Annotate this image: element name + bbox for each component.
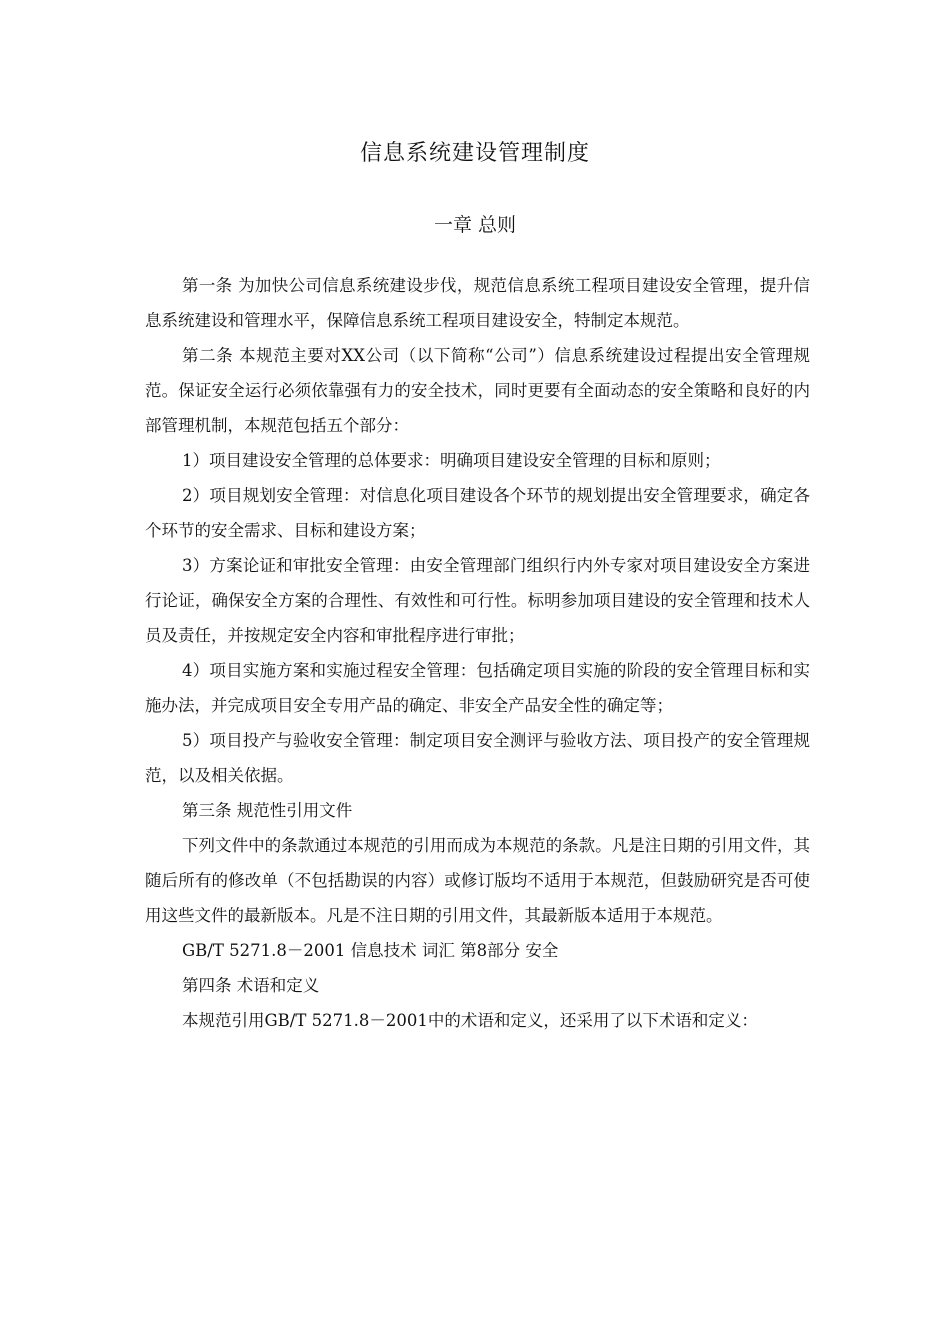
article-2-paragraph: 第二条 本规范主要对XX公司（以下简称“公司”）信息系统建设过程提出安全管理规范。保证安全运行必须依靠强有力的安全技术，同时更要有全面动态的安全策略和良好的内部管理机制，本规范包括五个部分： [145,346,810,435]
list-item-5: 5）项目投产与验收安全管理：制定项目安全测评与验收方法、项目投产的安全管理规范，以及相关依据。 [145,731,810,785]
list-item-4: 4）项目实施方案和实施过程安全管理：包括确定项目实施的阶段的安全管理目标和实施办法，并完成项目安全专用产品的确定、非安全产品安全性的确定等； [145,661,810,715]
article-4-heading: 第四条 术语和定义 [182,976,320,995]
document-body [145,268,810,1038]
chapter-heading: 一章 总则 [433,214,517,236]
article-4-paragraph: 本规范引用GB/T 5271.8－2001中的术语和定义，还采用了以下术语和定义： [182,1011,758,1030]
list-item-1: 1）项目建设安全管理的总体要求：明确项目建设安全管理的目标和原则； [182,451,721,470]
article-1-paragraph: 第一条 为加快公司信息系统建设步伐，规范信息系统工程项目建设安全管理，提升信息系统建设和管理水平，保障信息系统工程项目建设安全，特制定本规范。 [145,276,810,330]
document-title: 信息系统建设管理制度 [359,141,590,166]
article-3-paragraph: 下列文件中的条款通过本规范的引用而成为本规范的条款。凡是注日期的引用文件，其随后所有的修改单（不包括勘误的内容）或修订版均不适用于本规范，但鼓励研究是否可使用这些文件的最新版本。凡是不注日期的引用文件，其最新版本适用于本规范。 [145,836,810,925]
list-item-2: 2）项目规划安全管理：对信息化项目建设各个环节的规划提出安全管理要求，确定各个环节的安全需求、目标和建设方案； [145,486,810,540]
reference-standard: GB/T 5271.8－2001 信息技术 词汇 第8部分 安全 [182,941,559,960]
article-3-heading: 第三条 规范性引用文件 [182,801,353,820]
list-item-3: 3）方案论证和审批安全管理：由安全管理部门组织行内外专家对项目建设安全方案进行论证，确保安全方案的合理性、有效性和可行性。标明参加项目建设的安全管理和技术人员及责任，并按规定安全内容和审批程序进行审批； [145,556,810,645]
